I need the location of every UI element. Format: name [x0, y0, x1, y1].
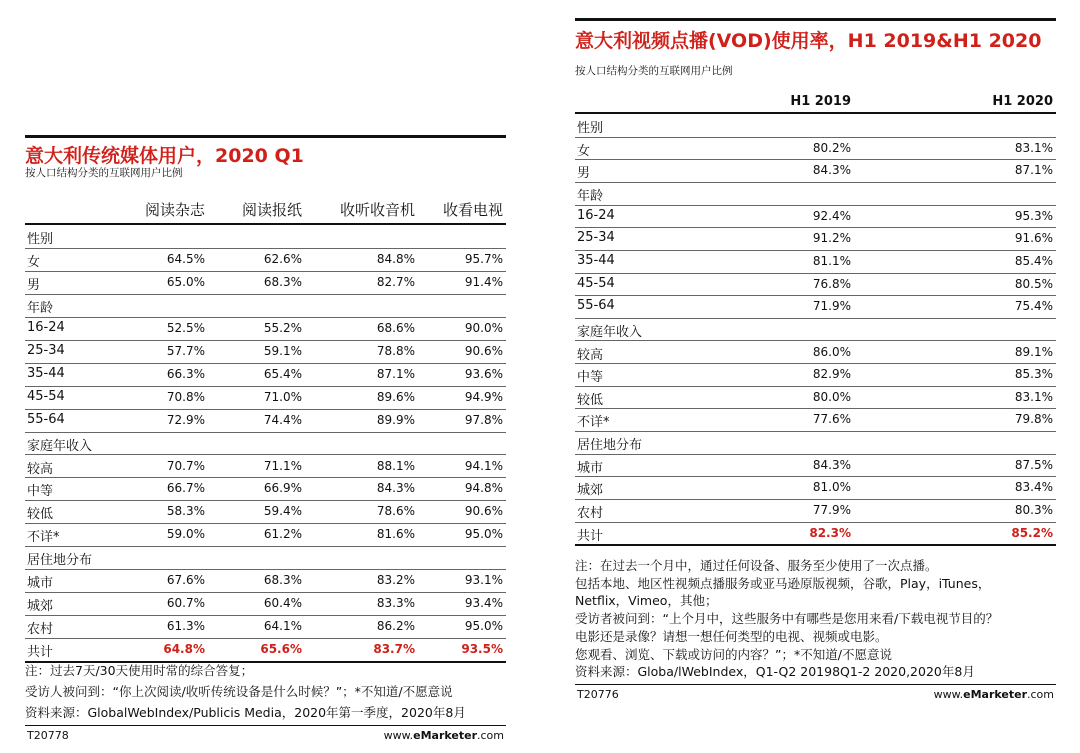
- right-table-panel: [575, 18, 1056, 708]
- brand-prefix: www.: [933, 688, 964, 701]
- table-row: [575, 363, 1056, 387]
- table-row: [25, 500, 506, 524]
- cell-value: 91.4%: [464, 274, 503, 289]
- cell-value: 95.0%: [464, 619, 503, 634]
- column-header: H1 2019: [790, 94, 851, 109]
- section-row: [575, 318, 1056, 342]
- cell-value: 83.1%: [1014, 140, 1053, 155]
- table-row: [25, 569, 506, 593]
- footnote-line: 受访人被问到：“你上次阅读/收听传统设备是什么时候？”；*不知道/不愿意说: [25, 684, 453, 699]
- row-label: 较高: [577, 347, 604, 363]
- chart-code: T20776: [577, 688, 619, 701]
- row-label: 性别: [27, 232, 54, 247]
- cell-value: 97.8%: [464, 412, 503, 427]
- column-header: 收听收音机: [339, 201, 415, 219]
- cell-value: 77.6%: [812, 412, 851, 427]
- row-label: 城市: [577, 460, 604, 476]
- total-row: [575, 522, 1056, 547]
- row-label: 55-64: [27, 411, 65, 427]
- cell-value: 67.6%: [166, 573, 205, 588]
- table-row: [25, 363, 506, 387]
- cell-value: 74.4%: [263, 412, 302, 427]
- table-row: [25, 386, 506, 410]
- row-label: 年龄: [27, 300, 54, 316]
- table-row: [25, 523, 506, 547]
- table-row: [25, 248, 506, 272]
- table-row: [575, 295, 1056, 319]
- cell-value: 91.2%: [812, 231, 851, 246]
- footnote-line: 受访者被问到：“上个月中，这些服务中有哪些是您用来看/下载电视节目的？: [575, 611, 999, 627]
- table-row: [575, 137, 1056, 161]
- section-row: [25, 546, 506, 570]
- table-header: [25, 195, 506, 225]
- cell-value: 80.5%: [1014, 276, 1053, 291]
- cell-value: 89.9%: [376, 412, 415, 427]
- row-label: 35-44: [577, 252, 615, 268]
- panel-title: 意大利视频点播(VOD)使用率，H1 2019&H1 2020: [575, 30, 1042, 52]
- cell-value: 94.8%: [464, 481, 503, 496]
- panel-subtitle: 按人口结构分类的互联网用户比例: [25, 167, 183, 179]
- row-label: 16-24: [577, 207, 615, 223]
- section-row: [575, 182, 1056, 206]
- cell-value: 71.9%: [812, 299, 851, 314]
- table-row: [25, 271, 506, 295]
- row-label: 男: [27, 277, 41, 293]
- table-row: [25, 477, 506, 501]
- cell-value: 71.1%: [263, 458, 302, 473]
- section-row: [575, 431, 1056, 455]
- cell-value: 85.2%: [1011, 525, 1053, 540]
- cell-value: 59.0%: [166, 527, 205, 542]
- cell-value: 68.6%: [376, 320, 415, 335]
- cell-value: 52.5%: [166, 320, 205, 335]
- cell-value: 59.4%: [263, 504, 302, 519]
- column-header: 阅读杂志: [144, 201, 205, 219]
- row-label: 女: [577, 143, 591, 159]
- cell-value: 95.7%: [464, 251, 503, 266]
- cell-value: 79.8%: [1014, 412, 1053, 427]
- panel-subtitle: 按人口结构分类的互联网用户比例: [575, 65, 733, 77]
- row-label: 中等: [577, 370, 604, 386]
- table-row: [25, 592, 506, 616]
- row-label: 城郊: [577, 483, 604, 499]
- cell-value: 89.6%: [376, 389, 415, 404]
- cell-value: 90.6%: [464, 343, 503, 358]
- cell-value: 60.7%: [166, 596, 205, 611]
- cell-value: 86.2%: [376, 619, 415, 634]
- table-row: [575, 454, 1056, 478]
- row-label: 25-34: [27, 342, 65, 358]
- cell-value: 81.6%: [376, 527, 415, 542]
- row-label: 较低: [577, 392, 604, 408]
- chart-code: T20778: [27, 729, 69, 742]
- cell-value: 78.6%: [376, 504, 415, 519]
- column-header: H1 2020: [992, 94, 1053, 109]
- cell-value: 64.8%: [163, 642, 205, 657]
- cell-value: 66.9%: [263, 481, 302, 496]
- cell-value: 93.6%: [464, 366, 503, 381]
- table-row: [575, 273, 1056, 297]
- cell-value: 89.1%: [1014, 344, 1053, 359]
- left-table-panel: [25, 135, 506, 745]
- cell-value: 72.9%: [166, 412, 205, 427]
- cell-value: 71.0%: [263, 389, 302, 404]
- row-label: 较高: [27, 461, 54, 477]
- footnote-line: 您观看、浏览、下载或访问的内容？”；*不知道/不愿意说: [575, 646, 892, 662]
- footnote-line: 资料来源：Globa/lWebIndex，Q1-Q2 20198Q1-2 2020,2020年8月: [575, 664, 975, 680]
- footnote-line: 注：在过去一个月中，通过任何设备、服务至少使用了一次点播。: [575, 558, 938, 573]
- brand-suffix: .com: [477, 729, 504, 742]
- cell-value: 66.3%: [166, 366, 205, 381]
- row-label: 45-54: [27, 388, 65, 404]
- row-label: 农村: [577, 506, 604, 522]
- cell-value: 68.3%: [263, 274, 302, 289]
- row-label: 城市: [27, 576, 54, 592]
- row-label: 16-24: [27, 319, 65, 335]
- table-row: [575, 408, 1056, 432]
- row-label: 较低: [27, 507, 54, 523]
- row-label: 年龄: [577, 188, 604, 204]
- cell-value: 88.1%: [376, 458, 415, 473]
- row-label: 居住地分布: [577, 438, 643, 454]
- row-label: 男: [577, 166, 591, 182]
- table-row: [575, 341, 1056, 365]
- cell-value: 83.1%: [1014, 389, 1053, 404]
- cell-value: 82.7%: [376, 274, 415, 289]
- footnote-line: 包括本地、地区性视频点播服务或亚马逊原版视频，谷歌，Play，iTunes，: [575, 575, 991, 591]
- cell-value: 91.6%: [1014, 231, 1053, 246]
- row-label: 共计: [27, 645, 54, 661]
- panel-top-rule: [575, 18, 1056, 21]
- cell-value: 84.8%: [376, 251, 415, 266]
- cell-value: 59.1%: [263, 343, 302, 358]
- cell-value: 87.5%: [1014, 457, 1053, 472]
- row-label: 共计: [577, 528, 604, 544]
- cell-value: 65.4%: [263, 366, 302, 381]
- cell-value: 80.0%: [812, 389, 851, 404]
- cell-value: 70.7%: [166, 458, 205, 473]
- cell-value: 85.4%: [1014, 253, 1053, 268]
- cell-value: 55.2%: [263, 320, 302, 335]
- cell-value: 82.3%: [809, 525, 851, 540]
- table-row: [25, 340, 506, 364]
- table-row: [575, 476, 1056, 500]
- cell-value: 83.3%: [376, 596, 415, 611]
- cell-value: 65.0%: [166, 274, 205, 289]
- cell-value: 61.2%: [263, 527, 302, 542]
- panel-top-rule: [25, 135, 506, 138]
- table-row: [575, 250, 1056, 274]
- cell-value: 61.3%: [166, 619, 205, 634]
- brand-link[interactable]: [934, 688, 1054, 701]
- section-row: [25, 225, 506, 249]
- table-row: [575, 499, 1056, 523]
- cell-value: 68.3%: [263, 573, 302, 588]
- footnote-line: Netflix，Vimeo，其他；: [575, 593, 718, 609]
- cell-value: 87.1%: [1014, 163, 1053, 178]
- cell-value: 75.4%: [1014, 299, 1053, 314]
- cell-value: 66.7%: [166, 481, 205, 496]
- row-label: 家庭年收入: [577, 324, 643, 340]
- cell-value: 95.0%: [464, 527, 503, 542]
- table-row: [25, 615, 506, 639]
- brand-link[interactable]: [384, 729, 504, 742]
- cell-value: 93.5%: [461, 642, 503, 657]
- cell-value: 80.3%: [1014, 503, 1053, 518]
- row-label: 城郊: [27, 599, 54, 615]
- panel-footer: [575, 684, 1056, 705]
- brand-prefix: www.: [383, 729, 414, 742]
- row-label: 性别: [577, 121, 604, 136]
- table-row: [575, 159, 1056, 183]
- cell-value: 82.9%: [812, 367, 851, 382]
- cell-value: 92.4%: [812, 208, 851, 223]
- cell-value: 65.6%: [260, 642, 302, 657]
- column-header: 阅读报纸: [241, 201, 302, 219]
- row-label: 家庭年收入: [27, 438, 93, 454]
- table-row: [575, 205, 1056, 229]
- row-label: 中等: [27, 484, 54, 500]
- cell-value: 94.1%: [464, 458, 503, 473]
- footnote-line: 注：过去7天/30天使用时常的综合答复；: [25, 663, 254, 678]
- cell-value: 94.9%: [464, 389, 503, 404]
- brand-suffix: .com: [1027, 688, 1054, 701]
- row-label: 女: [27, 254, 41, 270]
- cell-value: 93.4%: [464, 596, 503, 611]
- cell-value: 64.1%: [263, 619, 302, 634]
- cell-value: 60.4%: [263, 596, 302, 611]
- cell-value: 95.3%: [1014, 208, 1053, 223]
- row-label: 农村: [27, 622, 54, 638]
- table-row: [25, 455, 506, 479]
- row-label: 25-34: [577, 230, 615, 246]
- panel-title: 意大利传统媒体用户，2020 Q1: [25, 145, 304, 167]
- table-row: [575, 227, 1056, 251]
- row-label: 居住地分布: [27, 553, 93, 569]
- cell-value: 70.8%: [166, 389, 205, 404]
- cell-value: 58.3%: [166, 504, 205, 519]
- table-row: [575, 386, 1056, 410]
- cell-value: 87.1%: [376, 366, 415, 381]
- cell-value: 85.3%: [1014, 367, 1053, 382]
- table-row: [25, 317, 506, 341]
- panel-footer: [25, 725, 506, 746]
- footnote-line: 资料来源：GlobalWebIndex/Publicis Media，2020年第一季度，2020年8月: [25, 705, 466, 720]
- total-row: [25, 638, 506, 663]
- cell-value: 62.6%: [263, 251, 302, 266]
- cell-value: 78.8%: [376, 343, 415, 358]
- brand-name: eMarketer: [963, 688, 1027, 701]
- cell-value: 83.4%: [1014, 480, 1053, 495]
- cell-value: 80.2%: [812, 140, 851, 155]
- section-row: [575, 114, 1056, 138]
- cell-value: 76.8%: [812, 276, 851, 291]
- footnote-line: 电影还是录像？请想一想任何类型的电视、视频或电影。: [575, 628, 888, 644]
- cell-value: 57.7%: [166, 343, 205, 358]
- column-header: 收看电视: [442, 201, 503, 219]
- cell-value: 83.2%: [376, 573, 415, 588]
- row-label: 35-44: [27, 365, 65, 381]
- cell-value: 84.3%: [376, 481, 415, 496]
- cell-value: 81.1%: [812, 253, 851, 268]
- cell-value: 86.0%: [812, 344, 851, 359]
- row-label: 55-64: [577, 298, 615, 314]
- cell-value: 64.5%: [166, 251, 205, 266]
- section-row: [25, 294, 506, 318]
- cell-value: 84.3%: [812, 163, 851, 178]
- cell-value: 90.0%: [464, 320, 503, 335]
- section-row: [25, 432, 506, 456]
- table-header: [575, 84, 1056, 114]
- cell-value: 84.3%: [812, 457, 851, 472]
- row-label: 不详*: [577, 415, 610, 431]
- cell-value: 81.0%: [812, 480, 851, 495]
- cell-value: 93.1%: [464, 573, 503, 588]
- cell-value: 83.7%: [373, 642, 415, 657]
- cell-value: 90.6%: [464, 504, 503, 519]
- cell-value: 77.9%: [812, 503, 851, 518]
- brand-name: eMarketer: [413, 729, 477, 742]
- row-label: 45-54: [577, 275, 615, 291]
- row-label: 不详*: [27, 530, 60, 546]
- table-row: [25, 409, 506, 433]
